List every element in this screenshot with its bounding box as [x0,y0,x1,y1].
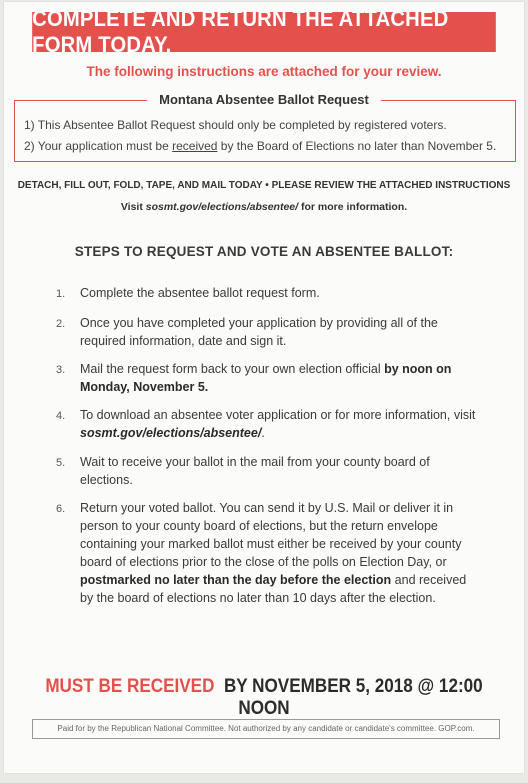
detach-instructions: DETACH, FILL OUT, FOLD, TAPE, AND MAIL TODAY • PLEASE REVIEW THE ATTACHED INSTRUCTIONS [17,180,511,191]
visit-url: sosmt.gov/elections/absentee/ [145,201,299,213]
step-text-part: Return your voted ballot. You can send it by U.S. Mail or deliver it in person to your county board of elections, but the return envelope containing your marked ballot must either be received by your county board of elections prior to the close of the polls on Election Day, or [80,501,462,569]
notice-box-title [4,92,524,107]
mailer-page [4,2,524,773]
step-text-bold: by noon on Monday, November 5. [80,362,452,394]
notice-line-2-underlined: received [172,139,218,153]
step-text-part: and received by the board of elections no later than 10 days after the election. [80,573,467,605]
step-text: Complete the absentee ballot request form. [80,286,320,300]
step-number: 5. [56,457,66,469]
visit-pre: Visit [120,201,146,213]
visit-post: for more information. [298,201,408,213]
step-item [56,406,476,442]
notice-line-1: 1) This Absentee Ballot Request should only be completed by registered voters. [24,118,447,132]
instructions-subheading: The following instructions are attached for your review. [86,64,442,79]
step-number: 4. [56,410,66,422]
deadline-red: MUST BE RECEIVED [45,676,215,697]
step-text-part: To download an absentee voter application or for more information, visit [80,408,476,422]
step-text-bold: sosmt.gov/elections/absentee/ [80,426,262,440]
notice-line-2-end: by the Board of Elections no later than November 5. [217,139,497,153]
step-number: 1. [56,288,66,300]
notice-line-2-start: 2) Your application must be [24,139,173,153]
step-text [80,406,476,442]
step-item [56,360,476,396]
step-item [56,499,476,607]
step-text [80,360,476,396]
step-number: 2. [56,318,66,330]
steps-title: STEPS TO REQUEST AND VOTE AN ABSENTEE BALLOT: [74,244,454,259]
step-item [56,453,476,489]
step-number: 3. [56,364,66,376]
step-text: Wait to receive your ballot in the mail from your county board of elections. [80,455,430,487]
step-text [80,499,476,607]
headline-banner: COMPLETE AND RETURN THE ATTACHED FORM TODAY. [32,12,496,52]
step-text: Once you have completed your application by providing all of the required information, date and sign it. [80,316,438,348]
notice-line-2 [24,139,496,153]
step-item [56,314,476,350]
visit-line [4,201,524,213]
step-item [56,284,476,302]
step-text-part: Mail the request form back to your own election official [80,362,385,376]
notice-title-text: Montana Absentee Ballot Request [147,92,381,107]
step-number: 6. [56,503,66,515]
step-text-part: . [261,426,265,440]
step-text-bold: postmarked no later than the day before the election [80,573,392,587]
deadline-line [30,676,498,720]
paid-for-disclaimer: Paid for by the Republican National Committee. Not authorized by any candidate or candidate's committee. GOP.com. [32,719,500,739]
deadline-date: BY NOVEMBER 5, 2018 @ 12:00 NOON [223,676,483,719]
